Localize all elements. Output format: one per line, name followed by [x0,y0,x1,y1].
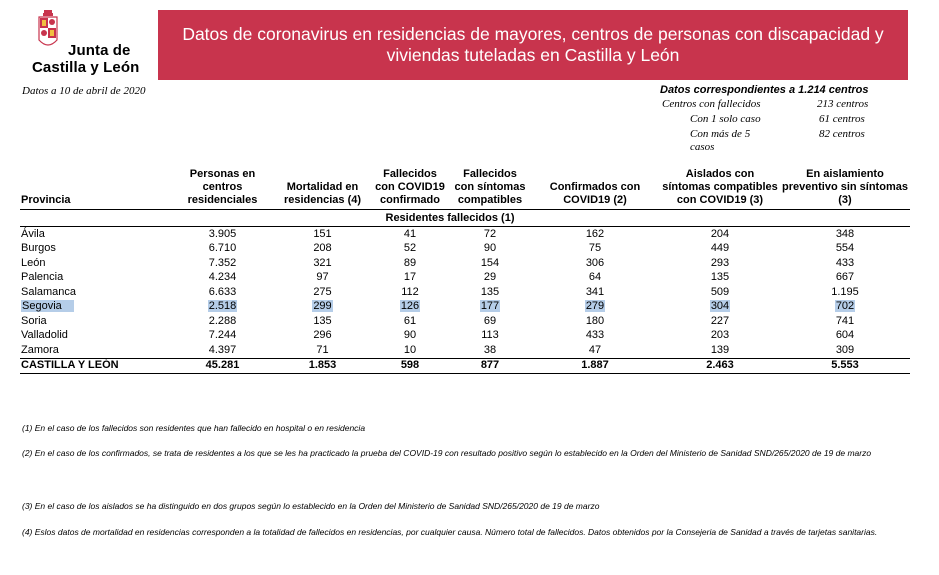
row-cell [450,314,530,329]
cell-value: 293 [710,256,730,269]
cell-value: 2.288 [208,314,237,327]
cell-value: 139 [710,343,730,356]
cell-value: 154 [480,256,500,269]
row-cell [660,227,780,242]
cell-value: 741 [835,314,855,327]
table-row [20,314,910,329]
cell-value: 89 [403,256,417,269]
centros-un-caso-label: Con 1 solo caso [690,113,761,125]
row-cell [275,256,370,271]
row-cell [450,242,530,257]
cell-value: 509 [710,285,730,298]
row-provincia [20,227,170,242]
cell-value: 162 [585,227,605,240]
table-row [20,343,910,358]
cell-value: 135 [480,285,500,298]
total-label: CASTILLA Y LEÓN [20,358,170,374]
row-provincia [20,256,170,271]
provincia-name: Palencia [21,271,64,284]
row-cell [170,343,275,358]
row-cell [780,242,910,257]
row-cell [275,285,370,300]
row-cell [530,329,660,344]
col-fallecidos-sintomas: Fallecidos con síntomas compatibles [450,168,530,210]
provincia-name: León [21,256,46,269]
cell-value: 6.633 [208,285,237,298]
cell-value: 90 [403,329,417,342]
cell-value: 6.710 [208,242,237,255]
title-banner [158,10,908,80]
cell-value: 72 [483,227,497,240]
row-cell [530,256,660,271]
cell-value: 341 [585,285,605,298]
provincia-name: Valladolid [21,329,68,342]
cell-value: 112 [401,285,419,298]
row-cell [275,271,370,286]
report-date: Datos a 10 de abril de 2020 [22,85,146,97]
centros-fallecidos-label: Centros con fallecidos [662,98,761,110]
cell-value: 64 [588,271,602,284]
cell-value: 47 [588,343,602,356]
cell-value: 7.244 [208,329,237,342]
row-cell [275,227,370,242]
provincia-name: Zamora [21,343,59,356]
row-cell [450,256,530,271]
row-cell [780,227,910,242]
cell-value: 69 [483,314,497,327]
row-cell [530,314,660,329]
cell-value: 4.234 [208,271,237,284]
cell-value: 4.397 [208,343,237,356]
row-cell [170,256,275,271]
centros-mas-cinco-value: 82 centros [819,128,865,140]
cell-value: 2.518 [208,300,237,313]
table-row [20,300,910,315]
provincia-name: Soria [21,314,47,327]
col-aislados: Aislados con síntomas compatibles con COVID19 (3) [660,168,780,210]
row-cell [660,256,780,271]
row-cell [660,242,780,257]
table-subheader-row [20,210,910,227]
total-cell: 5.553 [780,358,910,374]
cell-value: 604 [835,329,855,342]
total-cell: 45.281 [170,358,275,374]
row-cell [370,227,450,242]
row-cell [780,256,910,271]
row-cell [275,314,370,329]
cell-value: 71 [316,343,329,356]
row-cell [170,329,275,344]
row-cell [450,343,530,358]
provincia-name: Segovia [21,300,74,312]
row-cell [780,271,910,286]
row-provincia [20,314,170,329]
cell-value: 667 [835,271,855,284]
total-cell: 1.853 [275,358,370,374]
cell-value: 151 [313,227,332,240]
cell-value: 449 [710,242,730,255]
cell-value: 10 [403,343,417,356]
cell-value: 203 [710,329,730,342]
cell-value: 433 [835,256,855,269]
centros-mas-cinco-label: Con más de 5 casos [690,128,751,153]
cell-value: 7.352 [208,256,237,269]
cell-value: 227 [710,314,730,327]
row-cell [170,242,275,257]
row-cell [780,300,910,315]
subheader-fallecidos: Residentes fallecidos (1) [370,210,530,227]
footnote-1: (1) En el caso de los fallecidos son residentes que han fallecido en hospital o en residencia [22,423,366,433]
row-cell [530,227,660,242]
table-row [20,329,910,344]
provincia-name: Salamanca [21,285,77,298]
total-cell: 598 [370,358,450,374]
centros-un-caso-value: 61 centros [819,113,865,125]
logo-text-castilla: Castilla y León [32,59,140,76]
row-cell [660,329,780,344]
cell-value: 61 [403,314,417,327]
logo-text-junta: Junta de [68,42,131,59]
cell-value: 177 [480,300,500,313]
col-provincia: Provincia [20,168,170,210]
residencias-table [20,168,910,374]
table-row [20,227,910,242]
cell-value: 41 [403,227,417,240]
cell-value: 433 [585,329,605,342]
row-cell [450,300,530,315]
row-cell [530,343,660,358]
row-cell [275,329,370,344]
cell-value: 113 [481,329,499,342]
row-cell [275,300,370,315]
cell-value: 97 [316,271,329,284]
row-provincia [20,285,170,300]
table-row [20,285,910,300]
table-total-row [20,358,910,374]
cell-value: 306 [585,256,605,269]
cell-value: 279 [585,300,605,313]
total-cell: 877 [450,358,530,374]
col-fallecidos-confirmado: Fallecidos con COVID19 confirmado [370,168,450,210]
cell-value: 204 [710,227,730,240]
cell-value: 321 [313,256,332,269]
row-cell [530,242,660,257]
provincia-name: Burgos [21,242,56,255]
cell-value: 554 [835,242,855,255]
coat-of-arms-icon [38,10,58,50]
row-cell [275,242,370,257]
row-cell [370,343,450,358]
row-cell [170,314,275,329]
row-cell [530,300,660,315]
row-cell [660,300,780,315]
row-provincia [20,271,170,286]
cell-value: 348 [835,227,855,240]
row-cell [275,343,370,358]
footnote-3: (3) En el caso de los aislados se ha distinguido en dos grupos según lo establecido en la Orden del Ministerio de Sanidad SND/265/2020 de 19 de marzo [22,501,600,511]
cell-value: 3.905 [208,227,237,240]
total-cell: 1.887 [530,358,660,374]
row-cell [370,242,450,257]
row-provincia [20,329,170,344]
row-cell [170,271,275,286]
cell-value: 208 [313,242,332,255]
row-cell [370,256,450,271]
row-provincia [20,300,170,315]
cell-value: 38 [483,343,497,356]
row-cell [780,343,910,358]
centros-fallecidos-value: 213 centros [817,98,869,110]
cell-value: 90 [483,242,497,255]
row-cell [450,285,530,300]
junta-logo [20,8,160,76]
cell-value: 1.195 [831,285,859,298]
cell-value: 309 [835,343,855,356]
row-cell [450,271,530,286]
row-cell [780,314,910,329]
cell-value: 126 [400,300,420,313]
provincia-name: Ávila [21,227,45,240]
cell-value: 135 [313,314,332,327]
row-cell [370,271,450,286]
table-row [20,242,910,257]
col-personas: Personas en centros residenciales [170,168,275,210]
row-cell [450,329,530,344]
cell-value: 299 [313,300,332,313]
row-cell [660,343,780,358]
row-cell [170,227,275,242]
col-preventivo: En aislamiento preventivo sin síntomas (3) [780,168,910,210]
row-provincia [20,343,170,358]
cell-value: 180 [585,314,605,327]
row-cell [370,329,450,344]
cell-value: 275 [313,285,332,298]
cell-value: 135 [710,271,730,284]
row-cell [780,285,910,300]
row-cell [370,285,450,300]
cell-value: 75 [588,242,602,255]
cell-value: 702 [835,300,855,313]
page-title: Datos de coronavirus en residencias de mayores, centros de personas con discapacidad y viviendas tuteladas en Castilla y León [182,24,884,65]
table-header-row [20,168,910,210]
total-cell: 2.463 [660,358,780,374]
row-cell [660,285,780,300]
centros-summary-title: Datos correspondientes a 1.214 centros [660,84,869,96]
row-cell [450,227,530,242]
row-cell [370,314,450,329]
cell-value: 17 [403,271,417,284]
cell-value: 29 [483,271,497,284]
cell-value: 52 [403,242,417,255]
row-cell [780,329,910,344]
row-cell [170,285,275,300]
col-confirmados: Confirmados con COVID19 (2) [530,168,660,210]
row-cell [170,300,275,315]
table-row [20,271,910,286]
cell-value: 304 [710,300,730,313]
row-cell [530,271,660,286]
row-cell [370,300,450,315]
footnote-2: (2) En el caso de los confirmados, se trata de residentes a los que se les ha practicado la prueba del COVID-19 con resultado positivo según lo establecido en la Orden del Ministerio de Sanidad SND/265/2020 de 19 de marzo [22,448,872,458]
row-cell [660,314,780,329]
row-cell [530,285,660,300]
cell-value: 296 [313,329,332,342]
footnote-4: (4) Eslos datos de mortalidad en residencias corresponden a la totalidad de fallecidos en residencias, por cualquier causa. Número total de fallecidos. Datos obtenidos por la Consejeria de Sanidad a través de tarjetas sanitarias. [22,527,878,537]
col-mortalidad: Mortalidad en residencias (4) [275,168,370,210]
row-provincia [20,242,170,257]
row-cell [660,271,780,286]
table-row [20,256,910,271]
